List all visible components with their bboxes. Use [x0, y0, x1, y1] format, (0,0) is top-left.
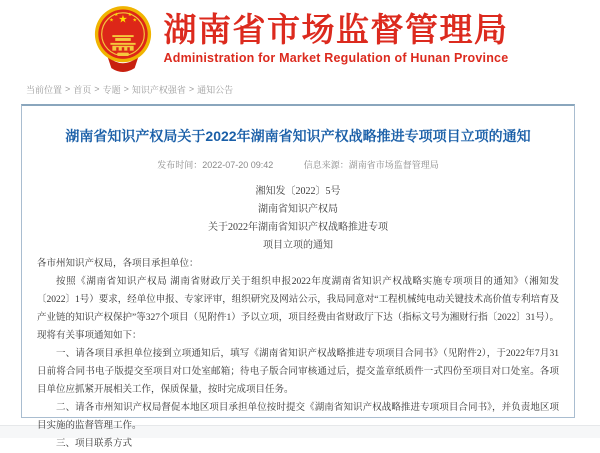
breadcrumb-item-notices[interactable]: 通知公告: [197, 84, 234, 95]
breadcrumb-item-ip-province[interactable]: 知识产权强省: [131, 84, 186, 95]
breadcrumb-item-topics[interactable]: 专题: [102, 84, 121, 95]
site-subtitle: Administration for Market Regulation of Hunan Province: [163, 50, 509, 65]
site-header: [0, 0, 600, 76]
paragraph: 一、请各项目承担单位接到立项通知后，填写《湖南省知识产权战略推进专项项目合同书》（见附件2），于2022年7月31日前将合同书电子版提交至项目对口处室邮箱；待电子版合同审核通过后，提交盖章纸质件一式四份至项目对口处室。各项目单位应抓紧开展相关工作，保质保量，按时完成项目任务。: [37, 349, 559, 395]
site-title: 湖南省市场监督管理局: [163, 10, 509, 48]
breadcrumb-separator: >: [65, 84, 71, 94]
doc-issuer: 湖南省知识产权局: [258, 204, 338, 215]
svg-text:★: ★: [127, 12, 132, 18]
paragraph: 三、项目联系方式: [56, 439, 133, 449]
breadcrumb-separator: >: [188, 84, 195, 94]
doc-title-line1: 关于2022年湖南省知识产权战略推进专项: [208, 222, 388, 233]
article-content-box: [21, 104, 575, 449]
national-emblem-icon: [92, 4, 154, 74]
svg-text:★: ★: [113, 12, 118, 18]
publish-time-label: 发布时间：: [157, 160, 203, 170]
article-body: [37, 255, 559, 453]
salutation: 各市州知识产权局，各项目承担单位：: [37, 259, 199, 269]
doc-number: 湘知发〔2022〕5号: [255, 186, 341, 197]
document-heading: [37, 183, 559, 255]
svg-text:★: ★: [131, 18, 137, 24]
publish-time-value: 2022-07-20 09:42: [202, 160, 274, 170]
paragraph: 按照《湖南省知识产权局 湖南省财政厅关于组织申报2022年度湖南省知识产权战略实施专项项目的通知》（湘知发〔2022〕1号）要求，经单位申报、专家评审，组织研究及网站公示，我局同意对“工程机械纯电动关键技术高价值专利培育及产业链的知识产权保护”等327个项目（见附件1）予以立项，项目经费由省财政厅下达（指标文号为湘财行指〔2022〕31号）。现将有关事项通知如下：: [37, 277, 559, 341]
svg-text:★: ★: [117, 13, 128, 26]
publish-time: [157, 160, 273, 170]
breadcrumb-label: 当前位置: [26, 84, 63, 95]
article-title: 湖南省知识产权局关于2022年湖南省知识产权战略推进专项项目立项的通知: [65, 128, 531, 144]
breadcrumb-separator: >: [94, 84, 100, 94]
breadcrumb-separator: >: [123, 84, 129, 94]
paragraph: 二、请各市州知识产权局督促本地区项目承担单位按时提交《湖南省知识产权战略推进专项项目合同书》，并负责地区项目实施的监督管理工作。: [37, 403, 559, 431]
info-source: [304, 160, 439, 170]
doc-title-line2: 项目立项的通知: [263, 240, 333, 251]
breadcrumb-item-home[interactable]: 首页: [73, 84, 92, 95]
svg-text:★: ★: [108, 18, 114, 24]
breadcrumb: [0, 76, 600, 102]
article-meta: [37, 159, 559, 171]
info-source-label: 信息来源：: [303, 160, 349, 170]
info-source-value: 湖南省市场监督管理局: [348, 160, 439, 170]
site-titles: [164, 11, 509, 66]
